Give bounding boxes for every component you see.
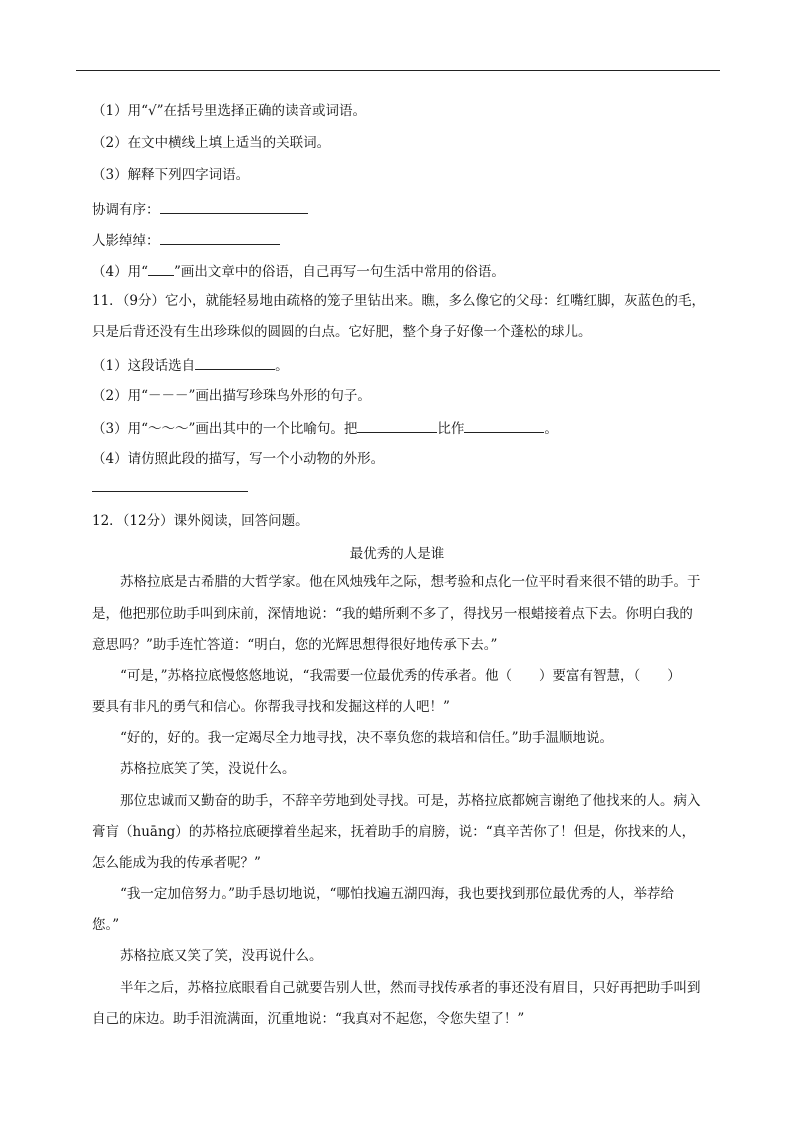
q12-p5-line3: 怎么能成为我的传承者呢？” — [92, 855, 261, 871]
q11-sub2: （2）用“－－－”画出描写珍珠鸟外形的句子。 — [92, 388, 371, 404]
q10-term1-row — [92, 199, 308, 219]
q11-sub3-text-b: 比作 — [437, 421, 465, 437]
q11-sub1 — [92, 355, 289, 375]
q10-term2-label: 人影绰绰： — [92, 233, 160, 249]
q10-sub4-text-b: ”画出文章中的俗语，自己再写一句生活中常用的俗语。 — [174, 264, 505, 280]
q10-sub3: （3）解释下列四字词语。 — [92, 167, 250, 183]
q12-p7: 苏格拉底又笑了笑，没再说什么。 — [120, 948, 323, 964]
q10-sub1: （1）用“√”在括号里选择正确的读音或词语。 — [92, 103, 366, 119]
q11-passage-line1: 11．（9分）它小，就能轻易地由疏格的笼子里钻出来。瞧，多么像它的父母：红嘴红脚，灰蓝色的毛， — [92, 293, 706, 309]
q12-p1-line2: 是，他把那位助手叫到床前，深情地说：“我的蜡所剩不多了，得找另一根蜡接着点下去。你明白我的 — [92, 606, 693, 622]
q10-sub4-text-a: （4）用“ — [92, 264, 148, 280]
q12-p6-line1: “我一定加倍努力。”助手恳切地说，“哪怕找遍五湖四海，我也要找到那位最优秀的人，举荐给 — [120, 886, 674, 902]
q11-sub3-text-a: （3）用“～～～”画出其中的一个比喻句。把 — [92, 421, 358, 437]
q12-p5-line2: 膏肓（huāng）的苏格拉底硬撑着坐起来，抚着助手的肩膀，说：“真辛苦你了！但是，你找来的人， — [92, 824, 696, 840]
header-rule — [76, 70, 720, 71]
q11-passage-line2: 只是后背还没有生出珍珠似的圆圆的白点。它好肥，整个身子好像一个蓬松的球儿。 — [92, 324, 592, 340]
q12-p6-line2: 您。” — [92, 917, 120, 933]
q10-term1-label: 协调有序： — [92, 202, 160, 218]
q12-header: 12．（12分）课外阅读，回答问题。 — [92, 513, 309, 529]
q10-sub4 — [92, 261, 505, 281]
q11-sub3-end: 。 — [544, 421, 558, 437]
q12-p3: “好的，好的。我一定竭尽全力地寻找，决不辜负您的栽培和信任。”助手温顺地说。 — [120, 730, 614, 746]
q10-term1-blank[interactable] — [160, 199, 308, 214]
q12-p8-line1: 半年之后，苏格拉底眼看自己就要告别人世，然而寻找传承者的事还没有眉目，只好再把助手叫到 — [120, 980, 701, 996]
q12-p1-line1: 苏格拉底是古希腊的大哲学家。他在风烛残年之际，想考验和点化一位平时看来很不错的助手。于 — [120, 574, 701, 590]
q10-sub2: （2）在文中横线上填上适当的关联词。 — [92, 135, 331, 151]
q11-sub3-blank1[interactable] — [357, 418, 437, 433]
q11-sub1-text: （1）这段话选自 — [92, 358, 196, 374]
q11-sub4-answer-blank[interactable] — [92, 477, 248, 492]
q12-p1-line3: 意思吗？”助手连忙答道：“明白，您的光辉思想得很好地传承下去。” — [92, 637, 498, 653]
q10-term2-row — [92, 230, 280, 250]
q12-p2-line2: 要具有非凡的勇气和信心。你帮我寻找和发掘这样的人吧！” — [92, 699, 450, 715]
q12-p8-line2: 自己的床边。助手泪流满面，沉重地说：“我真对不起您，令您失望了！” — [92, 1011, 525, 1027]
q12-p5-line1: 那位忠诚而又勤奋的助手，不辞辛劳地到处寻找。可是，苏格拉底都婉言谢绝了他找来的人。病入 — [120, 793, 701, 809]
q11-sub3 — [92, 418, 558, 438]
passage-title: 最优秀的人是谁 — [349, 546, 445, 562]
q12-p4: 苏格拉底笑了笑，没说什么。 — [120, 761, 296, 777]
q10-term2-blank[interactable] — [160, 230, 280, 245]
q11-sub4: （4）请仿照此段的描写，写一个小动物的外形。 — [92, 451, 385, 467]
q11-sub1-end: 。 — [275, 358, 289, 374]
q11-sub4-answer-line[interactable] — [92, 477, 248, 497]
q11-sub1-blank[interactable] — [195, 355, 275, 370]
q10-sub4-line-sample — [148, 261, 174, 276]
q11-sub3-blank2[interactable] — [464, 418, 544, 433]
q12-p2-line1: “可是，”苏格拉底慢悠悠地说，“我需要一位最优秀的传承者。他（ ）要富有智慧，（ ） — [120, 668, 681, 684]
